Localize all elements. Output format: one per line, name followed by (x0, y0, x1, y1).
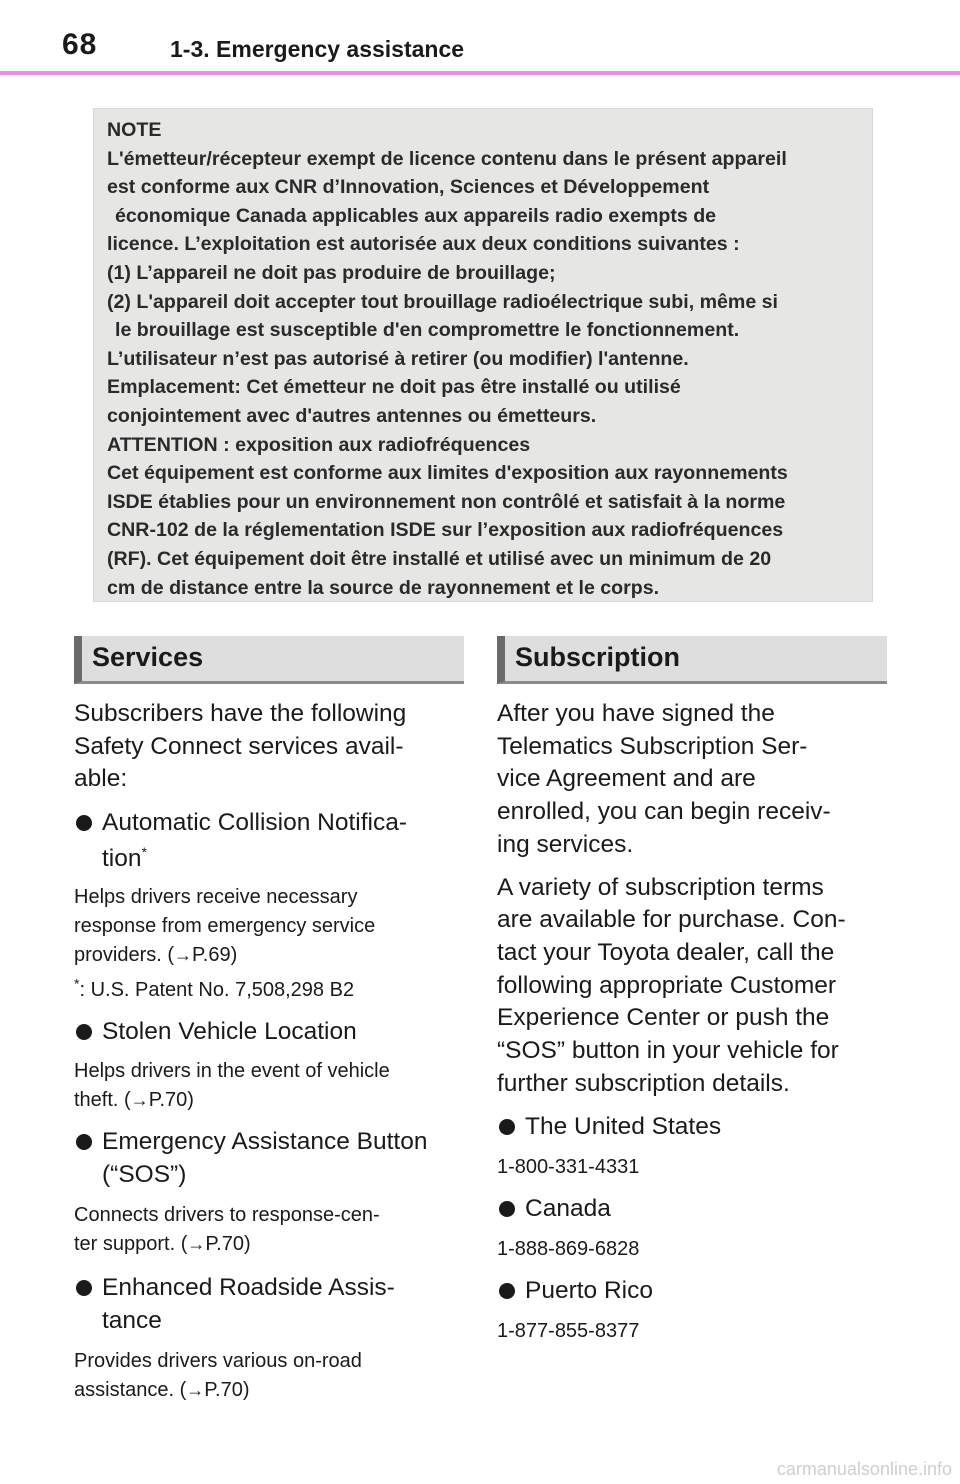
service-description: Connects drivers to response-cen- ter support. (→P.70) (74, 1204, 380, 1256)
subscription-paragraph: A variety of subscription terms are available for purchase. Con- tact your Toyota dealer, call the following appropriate Customer Experience Center or push the “SOS” button in your vehicle for further subscription details. (497, 873, 846, 1097)
phone-number: 1-877-855-8377 (497, 1320, 640, 1343)
service-description: Helps drivers receive necessary response from emergency service providers. (→P.69) (74, 886, 376, 967)
service-title: Enhanced Roadside Assis- (102, 1274, 395, 1302)
watermark: carmanualsonline.info (776, 1459, 952, 1479)
service-title: tion* (102, 843, 147, 873)
service-title: tance (102, 1307, 162, 1335)
note-line: ATTENTION : exposition aux radiofréquences (107, 433, 531, 456)
region-canada (497, 1192, 887, 1225)
note-line: (1) L’appareil ne doit pas produire de brouillage; (107, 261, 556, 284)
chapter-title: 1-3. Emergency assistance (170, 36, 465, 62)
note-line: le brouillage est susceptible d'en compromettre le fonctionnement. (115, 319, 740, 342)
text-line: Subscribers have the following (74, 700, 407, 727)
phone-number: 1-888-869-6828 (497, 1238, 640, 1261)
note-line: licence. L’exploitation est autorisée aux deux conditions suivantes : (107, 233, 740, 256)
region-name: Canada (525, 1195, 611, 1223)
note-line: NOTE (107, 119, 162, 141)
subscription-heading: Subscription (497, 636, 887, 684)
subscription-paragraph: After you have signed the Telematics Subscription Ser- vice Agreement and are enrolled, you can begin receiv- ing services. (497, 700, 831, 858)
service-item-collision (74, 806, 464, 875)
bullet-icon (76, 1280, 92, 1296)
service-title: Automatic Collision Notifica- (102, 809, 407, 837)
bullet-icon (499, 1119, 515, 1135)
service-description: Provides drivers various on-road assistance. (→P.70) (74, 1350, 362, 1402)
service-title: Stolen Vehicle Location (102, 1018, 357, 1046)
subscription-section (497, 636, 887, 1346)
phone-number: 1-800-331-4331 (497, 1156, 640, 1179)
page-header (0, 0, 960, 74)
region-name: Puerto Rico (525, 1277, 654, 1305)
page-reference[interactable]: P.70 (148, 1089, 188, 1112)
note-line: L'émetteur/récepteur exempt de licence contenu dans le présent appareil (107, 147, 787, 170)
region-united-states (497, 1110, 887, 1143)
service-item-stolen-vehicle (74, 1015, 464, 1048)
bullet-icon (76, 815, 92, 831)
note-line: CNR-102 de la réglementation ISDE sur l’exposition aux radiofréquences (107, 519, 784, 542)
services-intro (74, 698, 464, 796)
text-line: Safety Connect services avail- (74, 732, 404, 760)
note-line: économique Canada applicables aux appareils radio exempts de (115, 204, 717, 227)
services-heading: Services (74, 636, 464, 684)
service-title: Emergency Assistance Button (102, 1128, 428, 1156)
header-divider (0, 71, 960, 75)
canadian-compliance-note (93, 108, 873, 602)
bullet-icon (76, 1024, 92, 1040)
bullet-icon (499, 1201, 515, 1217)
footnote: *: U.S. Patent No. 7,508,298 B2 (74, 975, 355, 1002)
note-line: conjointement avec d'autres antennes ou émetteurs. (107, 404, 597, 427)
note-line: (2) L'appareil doit accepter tout brouillage radioélectrique subi, même si (107, 290, 778, 313)
arrow-icon: → (174, 945, 193, 966)
note-line: Cet équipement est conforme aux limites d'exposition aux rayonnements (107, 462, 788, 485)
text-line: able: (74, 765, 128, 793)
note-line: (RF). Cet équipement doit être installé et utilisé avec un minimum de 20 (107, 547, 772, 570)
arrow-icon: → (187, 1234, 206, 1255)
note-line: Emplacement: Cet émetteur ne doit pas être installé ou utilisé (107, 376, 681, 399)
note-line: est conforme aux CNR d’Innovation, Sciences et Développement (107, 176, 710, 199)
page-reference[interactable]: P.70 (204, 1379, 243, 1402)
service-item-sos (74, 1125, 464, 1191)
service-description: Helps drivers in the event of vehicle theft. (→P.70) (74, 1060, 390, 1112)
bullet-icon (76, 1134, 92, 1150)
note-line: cm de distance entre la source de rayonnement et le corps. (107, 576, 660, 599)
region-puerto-rico (497, 1274, 887, 1307)
service-title: (“SOS”) (102, 1161, 187, 1189)
services-section (74, 636, 464, 1405)
page-reference[interactable]: P.70 (205, 1233, 244, 1256)
region-name: The United States (525, 1113, 722, 1141)
arrow-icon: → (186, 1380, 205, 1401)
footnote-marker: * (141, 843, 147, 860)
bullet-icon (499, 1283, 515, 1299)
page-number: 68 (62, 28, 98, 61)
note-line: ISDE établies pour un environnement non contrôlé et satisfait à la norme (107, 490, 786, 513)
arrow-icon: → (130, 1090, 149, 1111)
note-line: L’utilisateur n’est pas autorisé à retirer (ou modifier) l'antenne. (107, 347, 689, 370)
page-reference[interactable]: P.69 (192, 944, 231, 967)
service-item-roadside (74, 1271, 464, 1337)
